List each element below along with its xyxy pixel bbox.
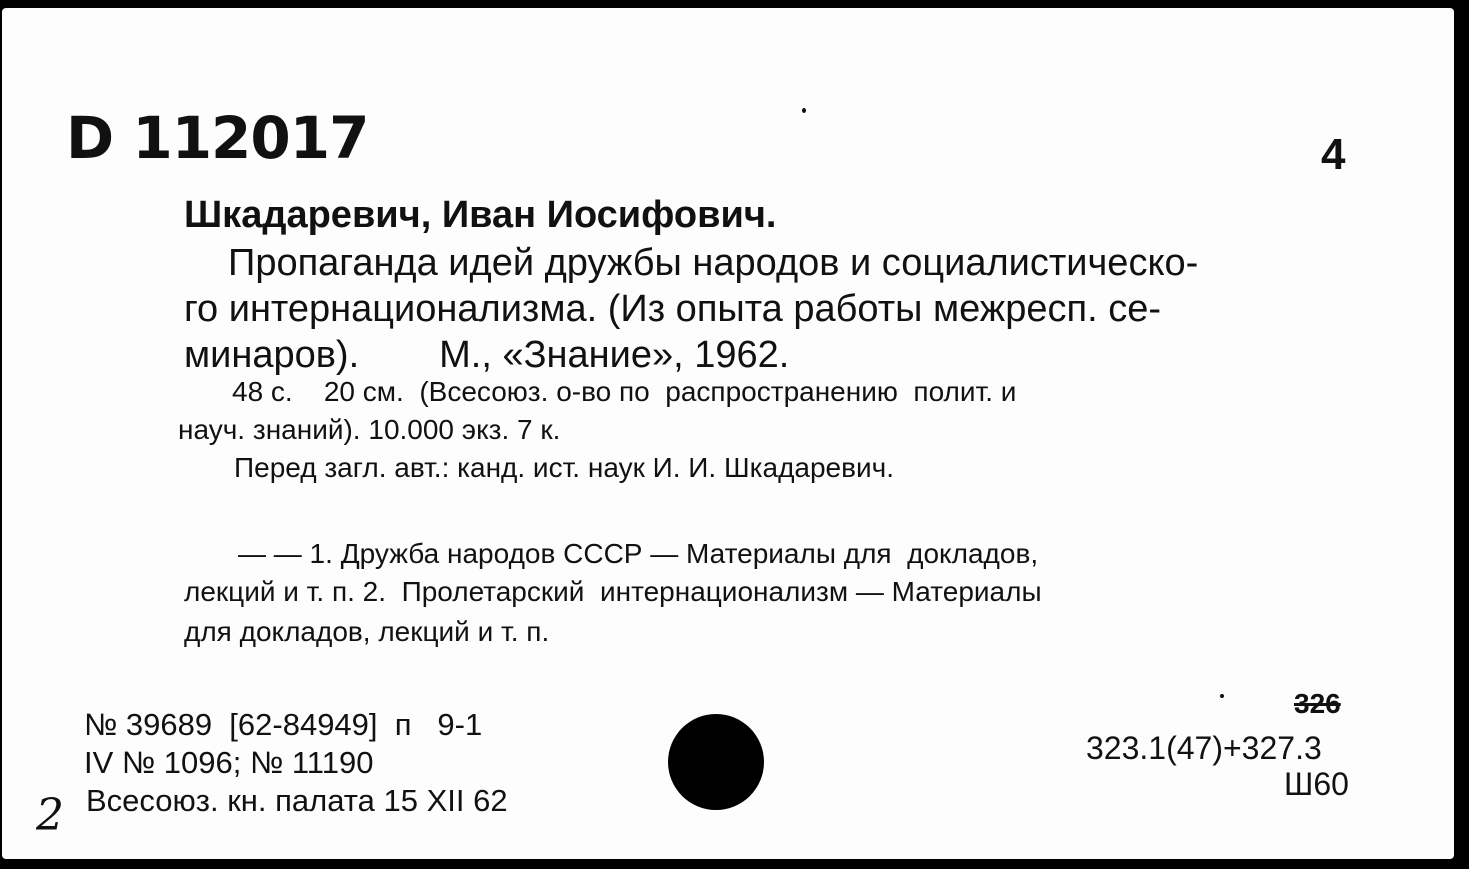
publication-info: М., «Знание», 1962. [439,334,790,376]
catalog-card [2,8,1454,859]
subject-line-3: для докладов, лекций и т. п. [184,616,550,647]
registry-line-2: IV № 1096; № 11190 [84,745,374,780]
title-line-3 [184,334,789,377]
card-code: D 112017 [66,104,369,172]
author-heading: Шкадаревич, Иван Иосифович. [184,194,777,236]
title-line-3-text: минаров). [184,334,360,376]
ink-speck [1220,694,1224,698]
card-number: 4 [1321,130,1346,179]
subject-line-2: лекций и т. п. 2. Пролетарский интернационализм — Материалы [184,576,1042,607]
collation-line-1: 48 с. 20 см. (Всесоюз. о-во по распространению полит. и [232,376,1017,407]
title-line-1: Пропаганда идей дружбы народов и социалистическо- [228,242,1199,284]
registry-line-3: Всесоюз. кн. палата 15 XII 62 [86,783,508,818]
punch-hole [668,714,764,810]
handwritten-mark: 2 [36,790,64,841]
subject-line-1: — — 1. Дружба народов СССР — Материалы для докладов, [238,538,1039,569]
registry-line-1: № 39689 [62-84949] п 9-1 [84,707,483,742]
title-line-2: го интернационализма. (Из опыта работы межресп. се- [184,288,1161,330]
classification-line-1: 323.1(47)+327.3 [1086,730,1322,766]
classification-struck: 326 [1294,688,1341,719]
ink-speck [802,108,806,113]
author-note: Перед загл. авт.: канд. ист. наук И. И. Шкадаревич. [234,452,895,483]
collation-line-2: науч. знаний). 10.000 экз. 7 к. [178,414,561,445]
classification-line-2: Ш60 [1284,766,1349,802]
